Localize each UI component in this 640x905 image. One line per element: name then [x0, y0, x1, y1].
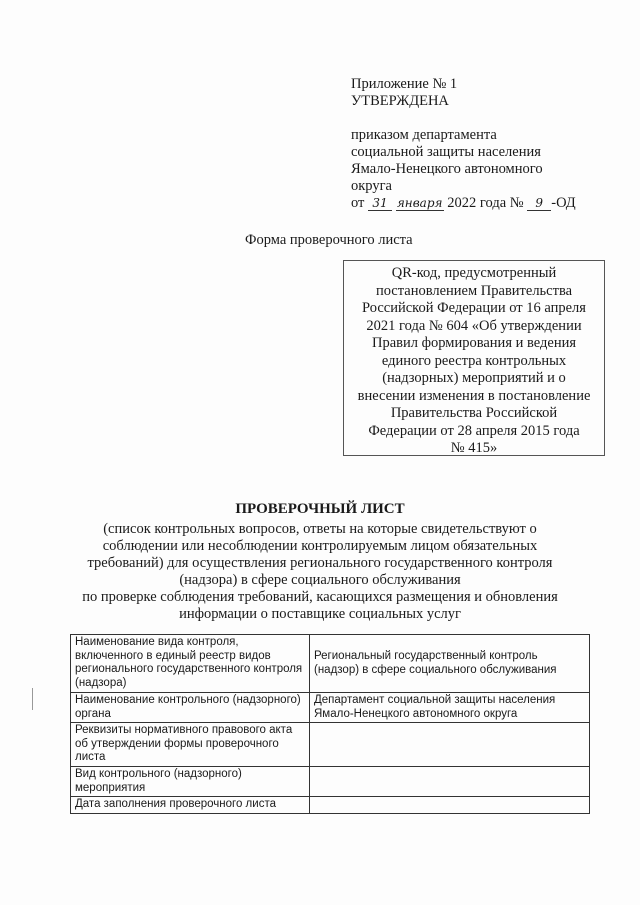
checklist-subtitle-line: информации о поставщике социальных услуг	[179, 606, 461, 622]
qr-text-line: № 415»	[450, 440, 498, 456]
qr-text-line: внесении изменения в постановление	[357, 387, 591, 404]
qr-text-line: постановлением Правительства	[375, 282, 573, 299]
checklist-title: ПРОВЕРОЧНЫЙ ЛИСТ	[235, 501, 405, 517]
table-key-cell: Наименование вида контроля, включенного в единый реестр видов регионального государственного контроля (надзора)	[71, 635, 310, 693]
table-key-cell: Реквизиты нормативного правового акта об утверждении формы проверочного листа	[71, 723, 310, 767]
scan-artifact	[32, 688, 33, 710]
table-key-cell: Дата заполнения проверочного листа	[71, 797, 310, 814]
order-suffix: -ОД	[551, 195, 576, 211]
qr-code-placeholder	[343, 260, 605, 456]
order-line: социальной защиты населения	[351, 144, 541, 160]
date-year: 2022 года №	[447, 195, 524, 211]
table-value-cell	[310, 797, 590, 814]
info-table	[70, 634, 590, 814]
checklist-subtitle-line: (надзора) в сфере социального обслуживания	[179, 572, 461, 588]
order-line: округа	[351, 178, 392, 194]
qr-text-line: единого реестра контрольных	[381, 352, 567, 369]
table-key-cell: Наименование контрольного (надзорного) органа	[71, 693, 310, 723]
table-value-cell: Региональный государственный контроль (надзор) в сфере социального обслуживания	[310, 635, 590, 693]
qr-text-line: Российской Федерации от 16 апреля	[362, 300, 586, 316]
table-row	[71, 797, 590, 814]
table-row	[71, 693, 590, 723]
checklist-subtitle-line: (список контрольных вопросов, ответы на которые свидетельствуют о	[103, 521, 537, 537]
qr-text-line: Правил формирования и ведения	[371, 335, 577, 351]
table-value-cell: Департамент социальной защиты населения Ямало-Ненецкого автономного округа	[310, 693, 590, 723]
checklist-subtitle-line: по проверке соблюдения требований, касающихся размещения и обновления	[82, 589, 558, 605]
table-row	[71, 635, 590, 693]
table-row	[71, 723, 590, 767]
qr-text-line: 2021 года № 604 «Об утверждении	[366, 317, 582, 334]
date-month: января	[396, 196, 443, 210]
table-key-cell: Вид контрольного (надзорного) мероприятия	[71, 767, 310, 797]
table-value-cell	[310, 767, 590, 797]
checklist-heading	[60, 501, 580, 623]
date-prefix: от	[351, 195, 365, 211]
order-number: 9	[527, 196, 551, 211]
appendix-label: Приложение № 1	[351, 76, 458, 92]
qr-text-line: Правительства Российской	[390, 405, 558, 421]
order-line: приказом департамента	[351, 127, 497, 143]
approval-header	[351, 76, 611, 212]
order-date-line	[351, 195, 611, 212]
qr-text-line: QR-код, предусмотренный	[391, 265, 557, 281]
form-title: Форма проверочного листа	[245, 232, 413, 248]
checklist-subtitle-line: требований) для осуществления регионального государственного контроля	[87, 555, 553, 571]
order-line: Ямало-Ненецкого автономного	[351, 161, 543, 177]
checklist-subtitle-line: соблюдении или несоблюдении контролируемым лицом обязательных	[102, 538, 538, 554]
table-value-cell	[310, 723, 590, 767]
date-day: 31	[368, 196, 392, 211]
qr-text-line: Федерации от 28 апреля 2015 года	[368, 422, 580, 439]
table-row	[71, 767, 590, 797]
approved-label: УТВЕРЖДЕНА	[351, 93, 449, 109]
qr-text-line: (надзорных) мероприятий и о	[382, 370, 566, 386]
